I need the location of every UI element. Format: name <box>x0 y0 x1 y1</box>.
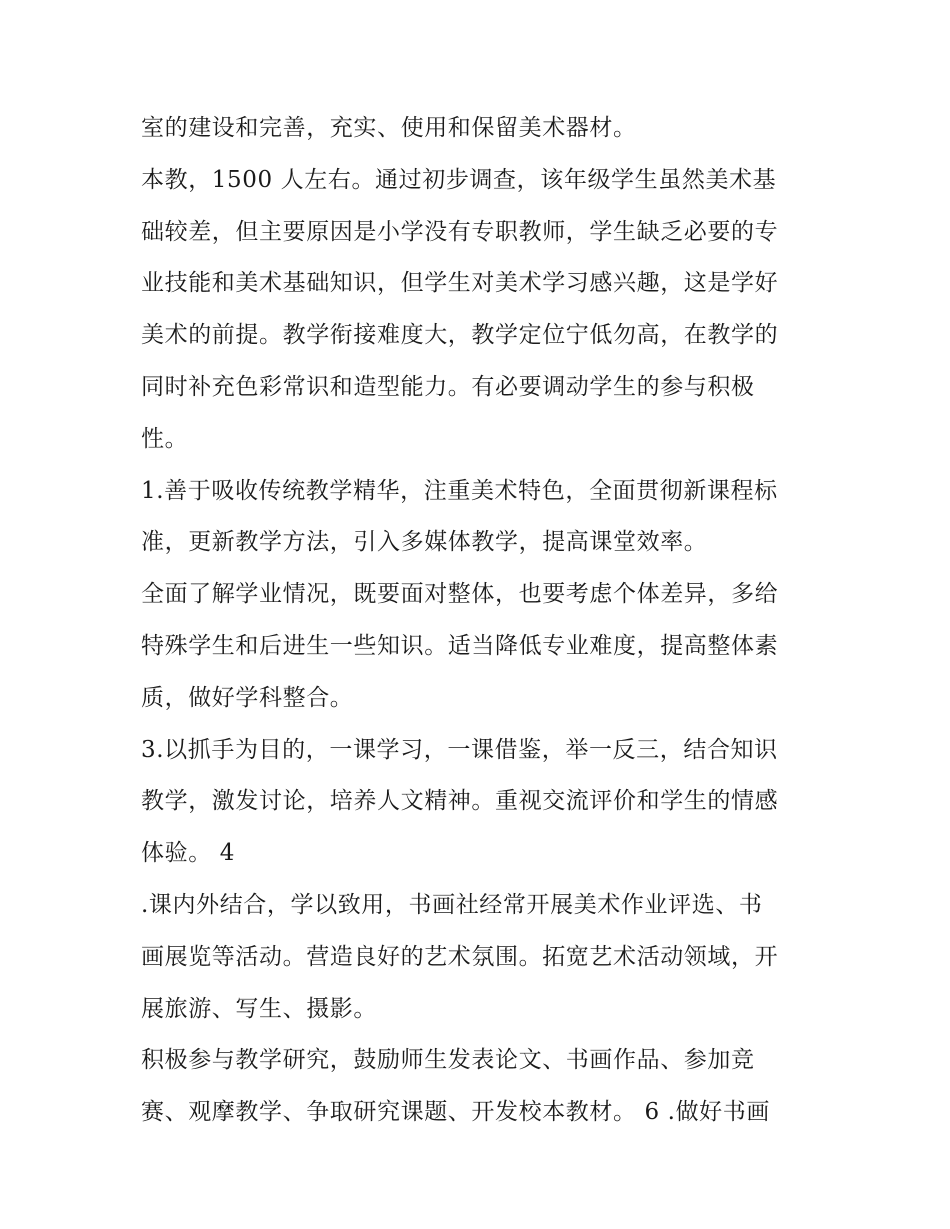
text-line: 础较差，但主要原因是小学没有专职教师，学生缺乏必要的专 <box>141 218 779 245</box>
text-line: 赛、观摩教学、争取研究课题、开发校本教材。 6 .做好书画 <box>141 1099 770 1126</box>
text-line: 教学，激发讨论，培养人文精神。重视交流评价和学生的情感 <box>141 788 779 815</box>
text-line: 展旅游、写生、摄影。 <box>141 995 377 1022</box>
text-line: 美术的前提。教学衔接难度大，教学定位宁低勿高，在教学的 <box>141 322 779 349</box>
text-line: 全面了解学业情况，既要面对整体，也要考虑个体差异，多给 <box>141 581 779 608</box>
text-line: 准，更新教学方法，引入多媒体教学，提高课堂效率。 <box>141 529 708 556</box>
text-line: 1.善于吸收传统教学精华，注重美术特色，全面贯彻新课程标 <box>141 477 778 504</box>
text-line: 室的建设和完善，充实、使用和保留美术器材。 <box>141 115 637 141</box>
text-line: 质，做好学科整合。 <box>141 684 354 711</box>
text-line: 画展览等活动。营造良好的艺术氛围。拓宽艺术活动领域，开 <box>141 943 779 970</box>
text-line: 业技能和美术基础知识，但学生对美术学习感兴趣，这是学好 <box>141 270 779 297</box>
text-line: 本教，1500 人左右。通过初步调查，该年级学生虽然美术基 <box>141 166 777 193</box>
document-body <box>141 103 841 1139</box>
text-line: 体验。 4 <box>141 840 235 867</box>
text-line: 积极参与教学研究，鼓励师生发表论文、书画作品、参加竞 <box>141 1047 755 1074</box>
text-line: .课内外结合，学以致用，书画社经常开展美术作业评选、书 <box>141 891 763 918</box>
text-line: 特殊学生和后进生一些知识。适当降低专业难度，提高整体素 <box>141 632 779 659</box>
text-line: 同时补充色彩常识和造型能力。有必要调动学生的参与积极 <box>141 373 755 400</box>
text-line: 性。 <box>141 425 189 452</box>
text-line: 3.以抓手为目的，一课学习，一课借鉴，举一反三，结合知识 <box>141 736 778 763</box>
